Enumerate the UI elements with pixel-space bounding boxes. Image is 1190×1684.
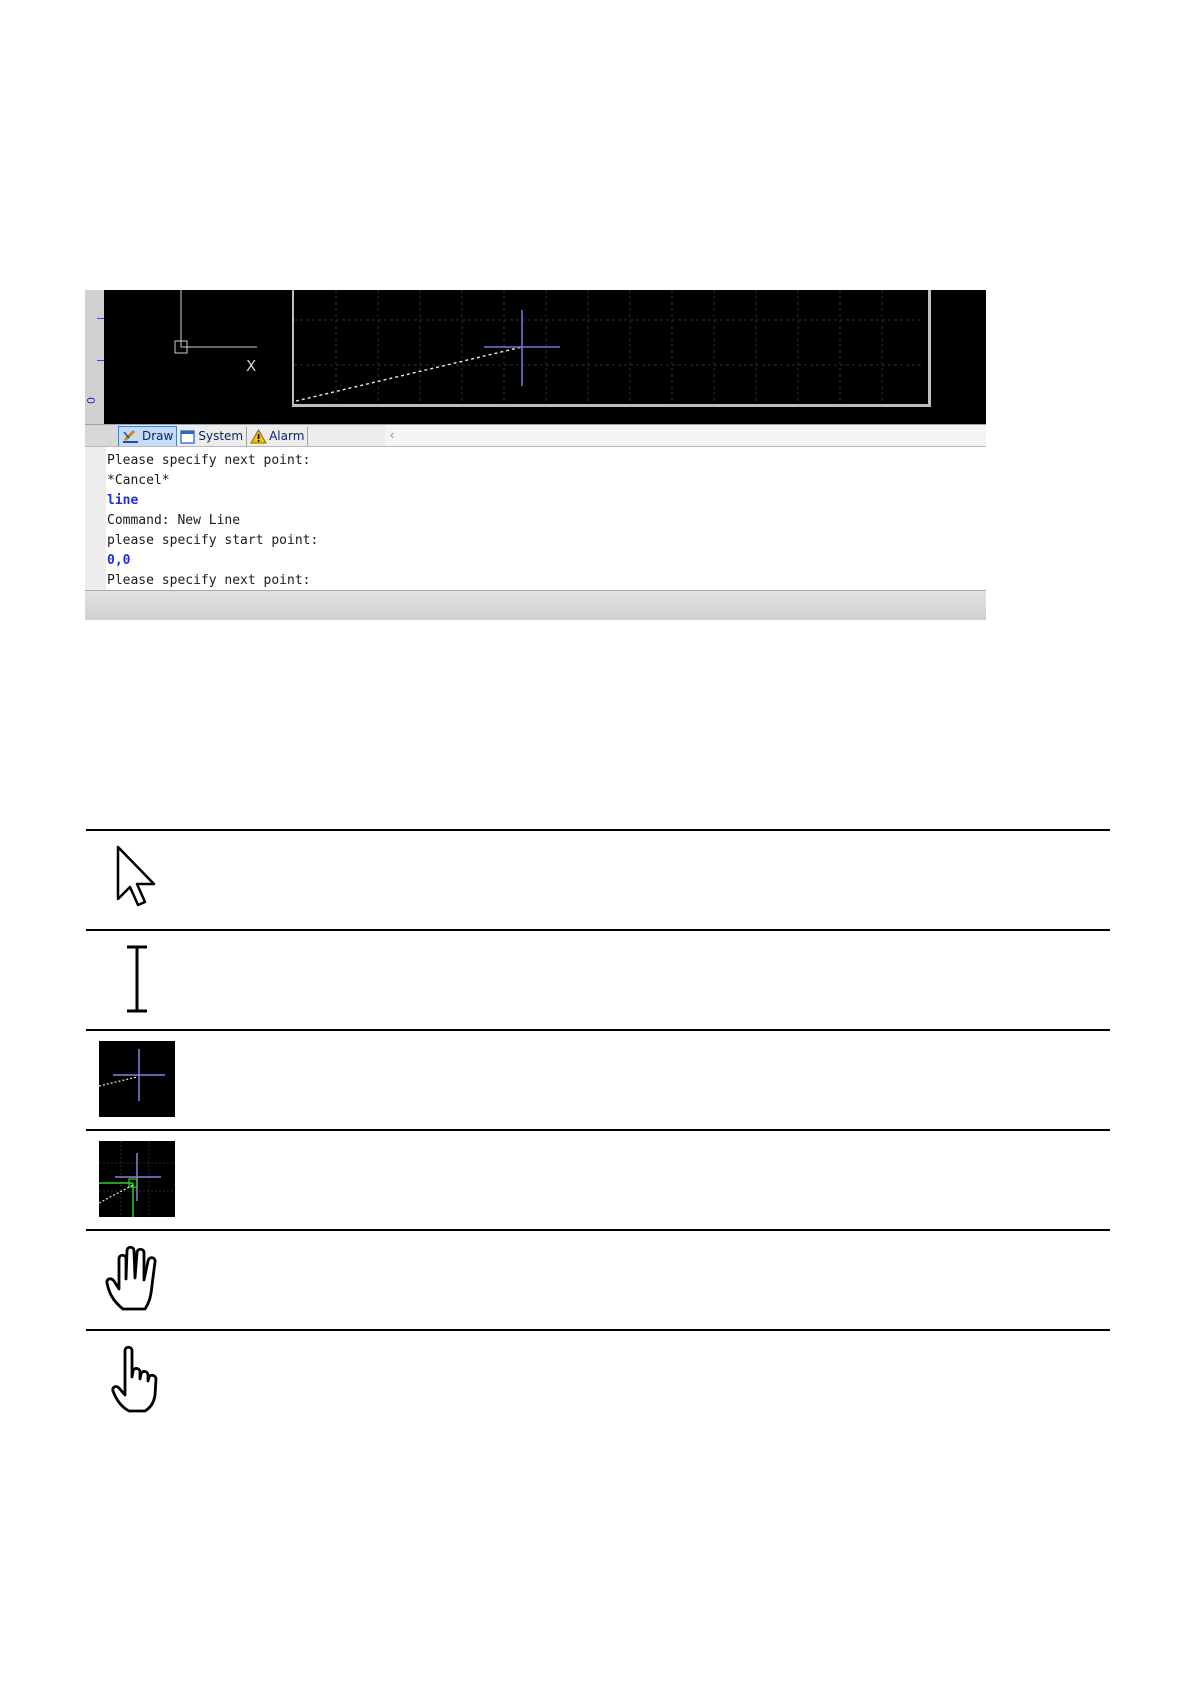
table-row — [86, 829, 1110, 929]
console-history — [107, 451, 318, 591]
tab-scroll-left-button[interactable]: ‹ — [390, 427, 395, 442]
alarm-icon — [250, 429, 267, 444]
arrow-pointer-icon — [99, 841, 175, 917]
console-line: Please specify next point: — [107, 573, 311, 588]
console-gutter — [85, 447, 106, 591]
ucs-axis-icon — [105, 290, 295, 424]
text-ibeam-icon — [99, 941, 175, 1017]
pointing-hand-icon — [99, 1341, 175, 1417]
tabbar-fill — [385, 425, 986, 446]
crosshair-snap-cursor-icon — [99, 1141, 175, 1217]
table-row — [86, 1029, 1110, 1129]
ruler-tick — [97, 318, 104, 319]
tab-draw[interactable] — [118, 426, 177, 447]
command-console[interactable] — [85, 446, 986, 591]
panel-tabbar — [85, 424, 986, 446]
drawing-grid — [294, 290, 924, 403]
draw-icon — [122, 429, 140, 444]
console-line: Please specify next point: — [107, 453, 311, 468]
status-bar — [85, 590, 986, 621]
ruler-tick — [97, 360, 104, 361]
console-line: please specify start point: — [107, 533, 319, 548]
table-row — [86, 1129, 1110, 1229]
table-row — [86, 929, 1110, 1029]
crosshair-cursor — [484, 310, 560, 386]
tab-system[interactable] — [177, 427, 247, 446]
table-row — [86, 1329, 1110, 1429]
tab-label: Draw — [142, 429, 174, 443]
screenshot-bottom-margin — [85, 620, 986, 630]
rubber-band-line — [296, 347, 522, 401]
console-line: 0,0 — [107, 553, 131, 568]
console-line: *Cancel* — [107, 473, 170, 488]
system-icon — [180, 429, 196, 444]
tabbar-gutter — [85, 425, 120, 446]
vertical-ruler — [85, 290, 104, 424]
tab-list — [118, 426, 308, 446]
cad-screenshot — [85, 290, 986, 630]
tab-alarm[interactable] — [247, 427, 308, 446]
crosshair-cursor-icon — [99, 1041, 175, 1117]
ruler-zero-label: 0 — [85, 397, 98, 404]
tab-label: System — [198, 429, 244, 443]
table-row — [86, 1229, 1110, 1329]
console-line: Command: New Line — [107, 513, 241, 528]
tab-label: Alarm — [269, 429, 305, 443]
console-line: line — [107, 493, 139, 508]
open-hand-icon — [99, 1241, 175, 1317]
axis-x-label: X — [246, 357, 257, 375]
cursor-table — [86, 829, 1110, 1429]
drawing-canvas[interactable] — [85, 290, 986, 424]
